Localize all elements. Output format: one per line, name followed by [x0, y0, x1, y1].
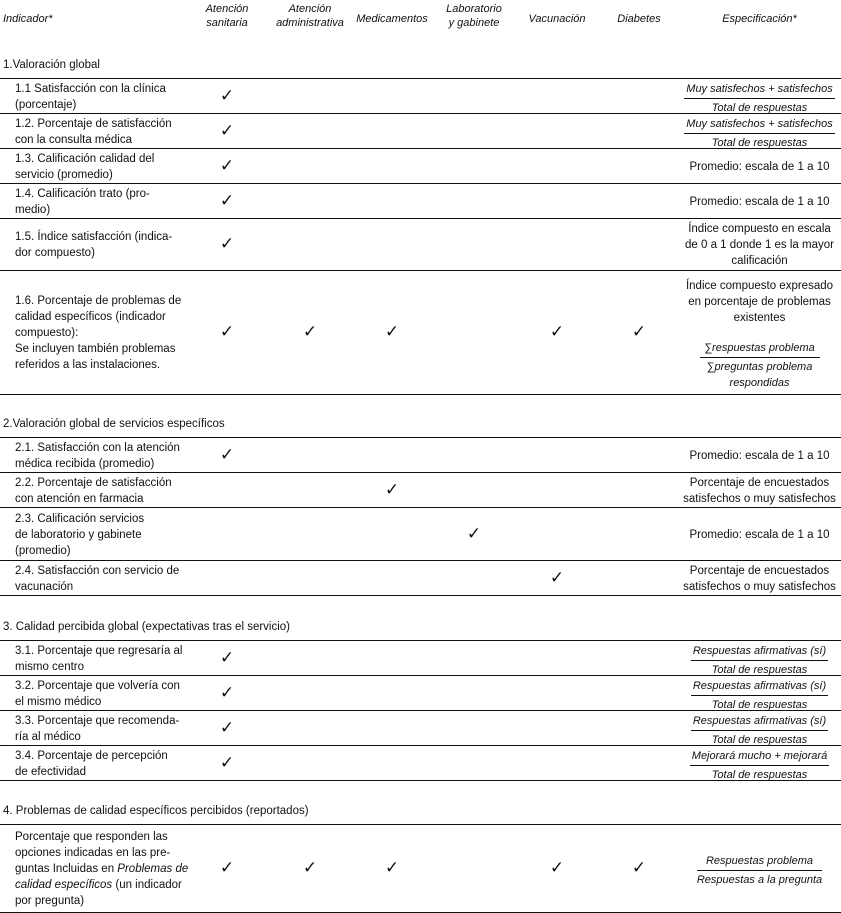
indicator-label: 3.1. Porcentaje que regresaría al mismo centro [15, 644, 183, 673]
indicator-label: 3.2. Porcentaje que volvería con el mismo médico [15, 679, 180, 708]
check-mark-icon: ✓ [631, 322, 647, 341]
section-title: 4. Problemas de calidad específicos percibidos (reportados) [3, 805, 309, 817]
specification [681, 643, 838, 678]
specification: Porcentaje de encuestados satisfechos o muy satisfechos [683, 564, 836, 593]
fraction [700, 340, 820, 391]
specification: Índice compuesto en escala de 0 a 1 donde 1 es la mayor calificación [685, 223, 834, 267]
check-mark-icon: ✓ [302, 858, 318, 877]
table-row [0, 507, 841, 560]
fraction-numerator: Respuestas afirmativas (sí) [691, 678, 828, 696]
table-row [0, 710, 841, 745]
table-row [0, 472, 841, 507]
check-mark-icon: ✓ [384, 322, 400, 341]
fraction [684, 81, 834, 116]
indicator-label: 2.1. Satisfacción con la atención médica recibida (promedio) [15, 441, 180, 470]
indicator-label: 3.3. Porcentaje que recomenda- ría al médico [15, 714, 180, 743]
spacer [681, 326, 838, 340]
fraction [691, 713, 828, 748]
check-mark-icon: ✓ [219, 752, 235, 772]
section-bottom-rule [0, 394, 841, 395]
column-header: Vacunación [528, 13, 586, 25]
fraction-numerator: Mejorará mucho + mejorará [690, 748, 829, 766]
check-mark-icon: ✓ [219, 858, 235, 877]
column-header: Laboratorio y gabinete [446, 3, 502, 29]
fraction [691, 643, 828, 678]
specification [681, 678, 838, 713]
indicator-label: 2.3. Calificación servicios de laboratorio y gabinete (promedio) [15, 512, 145, 557]
check-mark-icon: ✓ [219, 234, 235, 253]
table-row [0, 437, 841, 472]
specification: Promedio: escala de 1 a 10 [689, 160, 830, 173]
italic-term: Problemas de [117, 863, 189, 875]
table-row [0, 148, 841, 183]
check-mark-icon: ✓ [549, 858, 565, 877]
header-especificacion: Especificación* [722, 13, 797, 25]
table-row [0, 745, 841, 780]
check-mark-icon: ✓ [549, 567, 565, 587]
check-mark-icon: ✓ [631, 858, 647, 877]
indicator-label: 1.6. Porcentaje de problemas de calidad específicos (indicador compuesto): Se incluyen también problemas referidos a las instalaciones. [15, 295, 182, 371]
fraction-numerator: Respuestas problema [697, 853, 822, 871]
check-mark-icon: ✓ [219, 155, 235, 175]
check-mark-icon: ✓ [219, 85, 235, 105]
fraction [684, 116, 834, 151]
fraction-denominator: Total de respuestas [711, 733, 808, 746]
indicator-label: Porcentaje que responden las opciones indicadas en las pre- guntas Incluidas en Problemas de calidad específicos (un indicador por pregunta) [15, 831, 189, 907]
specification [681, 116, 838, 151]
specification [681, 713, 838, 748]
fraction-numerator: Muy satisfechos + satisfechos [684, 116, 834, 134]
fraction [690, 748, 829, 783]
table-header [0, 0, 841, 36]
check-mark-icon: ✓ [219, 717, 235, 737]
section-bottom-rule [0, 780, 841, 781]
table-row [0, 270, 841, 394]
table-row [0, 218, 841, 270]
check-mark-icon: ✓ [384, 479, 400, 499]
section-title: 2.Valoración global de servicios específicos [3, 418, 225, 430]
check-mark-icon: ✓ [219, 120, 235, 140]
table-row [0, 675, 841, 710]
fraction-denominator: Total de respuestas [711, 768, 808, 781]
fraction [691, 678, 828, 713]
indicator-label: 2.2. Porcentaje de satisfacción con atención en farmacia [15, 476, 172, 505]
fraction-denominator: Total de respuestas [711, 101, 808, 114]
table-row [0, 560, 841, 595]
header-indicador: Indicador* [3, 13, 53, 25]
indicator-label: 1.2. Porcentaje de satisfacción con la consulta médica [15, 117, 172, 146]
specification: Promedio: escala de 1 a 10 [689, 528, 830, 541]
italic-term: calidad específicos [15, 879, 113, 891]
table-row [0, 183, 841, 218]
fraction-denominator: ∑preguntas problema respondidas [706, 361, 813, 389]
section-title: 3. Calidad percibida global (expectativas tras el servicio) [3, 621, 291, 633]
check-mark-icon: ✓ [219, 322, 235, 341]
fraction-numerator: ∑respuestas problema [700, 340, 820, 358]
indicator-label: 1.3. Calificación calidad del servicio (promedio) [15, 152, 155, 181]
section-bottom-rule [0, 595, 841, 596]
table-row [0, 113, 841, 148]
check-mark-icon: ✓ [549, 322, 565, 341]
indicator-label: 3.4. Porcentaje de percepción de efectividad [15, 749, 168, 778]
check-mark-icon: ✓ [219, 190, 235, 210]
specification [681, 853, 838, 888]
column-header: Diabetes [617, 13, 661, 25]
indicator-label: 1.4. Calificación trato (pro- medio) [15, 187, 150, 216]
fraction-denominator: Total de respuestas [711, 136, 808, 149]
check-mark-icon: ✓ [302, 322, 318, 341]
column-header: Atención administrativa [276, 3, 344, 29]
indicator-label: 2.4. Satisfacción con servicio de vacunación [15, 564, 180, 593]
specification: Índice compuesto expresado en porcentaje de problemas existentes $\frac{\text{∑respuestas problema}}{\text{∑preguntas problema respondidas}}$ [681, 278, 838, 391]
check-mark-icon: ✓ [219, 444, 235, 464]
check-mark-icon: ✓ [219, 647, 235, 667]
table-row [0, 640, 841, 675]
check-mark-icon: ✓ [466, 523, 482, 543]
fraction-numerator: Muy satisfechos + satisfechos [684, 81, 834, 99]
fraction-denominator: Respuestas a la pregunta [696, 874, 823, 886]
fraction-numerator: Respuestas afirmativas (sí) [691, 643, 828, 661]
indicator-label: 1.5. Índice satisfacción (indica- dor compuesto) [15, 231, 173, 259]
specification: Porcentaje de encuestados satisfechos o muy satisfechos [683, 476, 836, 505]
specification [681, 81, 838, 116]
fraction-numerator: Respuestas afirmativas (sí) [691, 713, 828, 731]
section-title: 1.Valoración global [3, 59, 100, 71]
table-row [0, 824, 841, 912]
check-mark-icon: ✓ [219, 682, 235, 702]
specification: Promedio: escala de 1 a 10 [689, 195, 830, 208]
fraction [697, 853, 822, 888]
check-mark-icon: ✓ [384, 858, 400, 877]
fraction-denominator: Total de respuestas [711, 698, 808, 711]
indicator-label: 1.1 Satisfacción con la clínica (porcentaje) [15, 82, 166, 111]
table-row [0, 78, 841, 113]
column-header: Medicamentos [356, 13, 428, 25]
specification: Promedio: escala de 1 a 10 [689, 449, 830, 462]
column-header: Atención sanitaria [205, 3, 249, 29]
specification [681, 748, 838, 783]
fraction-denominator: Total de respuestas [711, 663, 808, 676]
